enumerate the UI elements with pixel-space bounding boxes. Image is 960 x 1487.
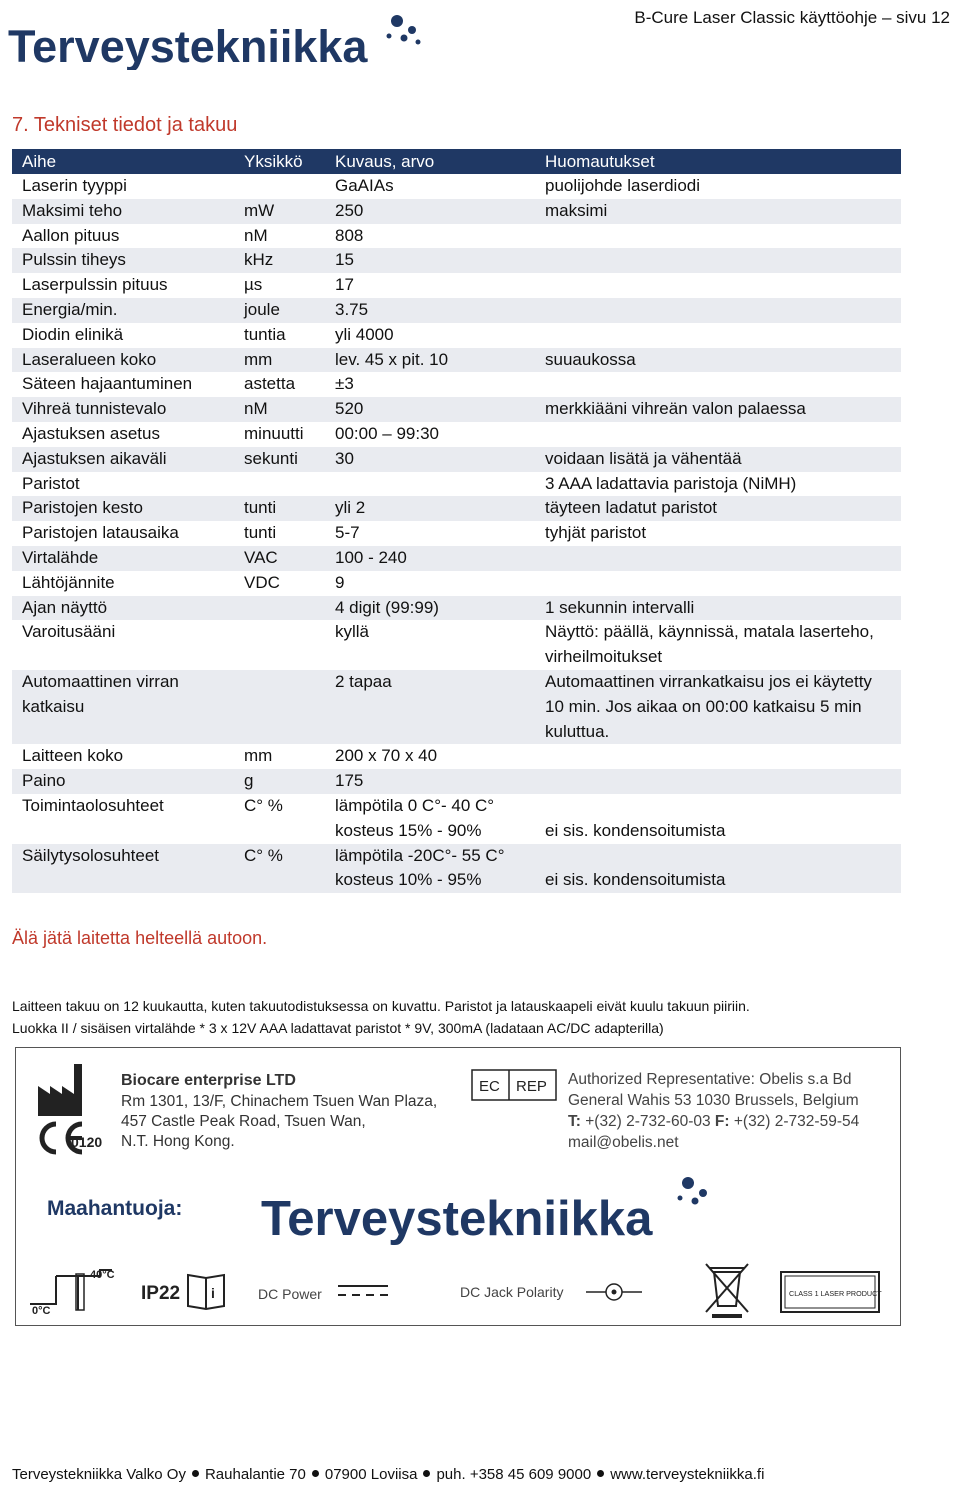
- table-cell: 808: [335, 225, 364, 245]
- table-row: [12, 397, 901, 422]
- table-cell: [325, 472, 535, 497]
- manufacturer-address-2: 457 Castle Peak Road, Tsuen Wan,: [121, 1113, 366, 1130]
- table-cell: µs: [244, 275, 263, 295]
- manufacturer-icon: [38, 1064, 82, 1116]
- table-cell: voidaan lisätä ja vähentää: [535, 447, 901, 472]
- product-label: [15, 1047, 901, 1326]
- power-class-note: Luokka II / sisäisen virtalähde * 3 x 12V AAA ladattavat paristot * 9V, 300mA (ladataan AC/DC adapterilla): [12, 1020, 664, 1036]
- spec-table-header: [12, 149, 901, 174]
- table-cell: lämpötila -20C°- 55 C° kosteus 10% - 95%: [325, 844, 535, 894]
- table-row: [12, 422, 901, 447]
- table-cell: 1 sekunnin intervalli: [535, 596, 901, 621]
- table-cell: 30: [325, 447, 535, 472]
- table-cell: puolijohde laserdiodi: [545, 176, 701, 195]
- table-cell: Laitteen koko: [22, 746, 124, 766]
- warranty-note: Laitteen takuu on 12 kuukautta, kuten takuutodistuksessa on kuvattu. Paristot ja latauskaapeli eivät kuulu takuun piiriin.: [12, 998, 750, 1014]
- dc-jack-label: DC Jack Polarity: [460, 1284, 564, 1300]
- table-cell: mm: [244, 746, 273, 766]
- table-row: [12, 348, 901, 373]
- table-cell: VAC: [234, 546, 325, 571]
- table-cell: Pulssin tiheys: [12, 248, 234, 273]
- table-cell: Säteen hajaantuminen: [22, 374, 193, 394]
- table-cell: [234, 620, 325, 670]
- table-cell: Ajan näyttö: [12, 596, 234, 621]
- weee-bin-icon: [706, 1264, 748, 1318]
- table-cell: Paristojen kesto: [12, 496, 234, 521]
- table-row: [12, 794, 901, 844]
- instructions-book-icon: [188, 1275, 224, 1309]
- importer-label: Maahantuoja:: [47, 1197, 183, 1220]
- table-row: [12, 273, 901, 298]
- table-cell: Automaattinen virran katkaisu: [12, 670, 234, 744]
- table-row: [12, 521, 901, 546]
- table-cell: Lähtöjännite: [22, 572, 115, 592]
- table-cell: kyllä: [335, 622, 370, 642]
- table-cell: Diodin elinikä: [22, 324, 124, 344]
- table-cell: Maksimi teho: [12, 199, 234, 224]
- table-cell: 200 x 70 x 40: [335, 746, 438, 766]
- table-cell: ei sis. kondensoitumista: [535, 844, 901, 894]
- laser-class-label: CLASS 1 LASER PRODUCT: [789, 1289, 882, 1298]
- terveystekniikka-logo: [8, 8, 428, 70]
- table-cell: 9: [335, 572, 345, 592]
- ec-label: EC: [479, 1078, 500, 1095]
- importer-brand: Terveystekniikka: [261, 1192, 653, 1246]
- table-cell: Paristot: [22, 473, 80, 493]
- footer-city: 07900 Loviisa: [324, 1466, 418, 1483]
- table-row: [12, 744, 901, 769]
- table-cell: 250: [325, 199, 535, 224]
- table-cell: Aallon pituus: [22, 225, 120, 245]
- table-cell: lev. 45 x pit. 10: [325, 348, 535, 373]
- table-row: [12, 372, 901, 397]
- table-cell: Virtalähde: [12, 546, 234, 571]
- bullet-icon: [423, 1470, 430, 1477]
- table-cell: 100 - 240: [325, 546, 535, 571]
- table-cell: [234, 596, 325, 621]
- manufacturer-address-1: Rm 1301, 13/F, Chinachem Tsuen Wan Plaza,: [121, 1093, 438, 1110]
- table-cell: [234, 472, 325, 497]
- table-row: [12, 199, 901, 224]
- footer-web[interactable]: www.terveystekniikka.fi: [610, 1466, 765, 1483]
- svg-text:i: i: [211, 1285, 215, 1301]
- rep-line-1: Authorized Representative: Obelis s.a Bd: [568, 1071, 852, 1088]
- table-cell: [535, 769, 901, 794]
- table-cell: Energia/min.: [12, 298, 234, 323]
- table-cell: kHz: [234, 248, 325, 273]
- table-cell: [234, 174, 325, 199]
- table-cell: sekunti: [234, 447, 325, 472]
- table-cell: täyteen ladatut paristot: [535, 496, 901, 521]
- table-row: [12, 174, 901, 199]
- table-cell: ei sis. kondensoitumista: [545, 820, 726, 840]
- table-cell: yli 4000: [335, 324, 394, 344]
- table-cell: Paristojen latausaika: [22, 523, 179, 543]
- table-cell: [535, 422, 901, 447]
- table-cell: GaAIAs: [335, 176, 394, 195]
- col-header-kuvaus: Kuvaus, arvo: [325, 149, 535, 174]
- table-row: [12, 248, 901, 273]
- table-cell: 175: [325, 769, 535, 794]
- table-row: [12, 224, 901, 249]
- table-cell: 3 AAA ladattavia paristoja (NiMH): [545, 473, 797, 493]
- spec-table-body: [12, 174, 901, 893]
- dc-power-label: DC Power: [258, 1286, 322, 1302]
- manufacturer-name: Biocare enterprise LTD: [121, 1072, 296, 1089]
- table-cell: [535, 224, 901, 249]
- table-cell: 2 tapaa: [325, 670, 535, 744]
- table-row: [12, 670, 901, 744]
- table-cell: Varoitusääni: [22, 622, 116, 642]
- table-cell: ±3: [335, 374, 354, 394]
- table-cell: Toimintaolosuhteet: [22, 795, 164, 815]
- table-row: [12, 472, 901, 497]
- table-cell: merkkiääni vihreän valon palaessa: [535, 397, 901, 422]
- table-cell: Laserin tyyppi: [22, 176, 127, 195]
- rep-label: REP: [516, 1078, 547, 1095]
- table-cell: nM: [234, 397, 325, 422]
- table-row: [12, 298, 901, 323]
- table-cell: [234, 670, 325, 744]
- table-row: [12, 447, 901, 472]
- col-header-yksikko: Yksikkö: [234, 149, 325, 174]
- table-cell: Laserpulssin pituus: [22, 275, 168, 295]
- rep-line-2: General Wahis 53 1030 Brussels, Belgium: [568, 1092, 859, 1109]
- table-row: [12, 323, 901, 348]
- page-footer: [12, 1466, 764, 1483]
- jack-polarity-icon: [586, 1284, 642, 1300]
- warning-text: Älä jätä laitetta helteellä autoon.: [12, 928, 268, 948]
- table-cell: Laseralueen koko: [12, 348, 234, 373]
- table-cell: 5-7: [335, 523, 360, 543]
- table-cell: [535, 571, 901, 596]
- bullet-icon: [597, 1470, 604, 1477]
- table-cell: Automaattinen virrankatkaisu jos ei käytetty 10 min. Jos aikaa on 00:00 katkaisu 5 min kuluttua.: [535, 670, 901, 744]
- svg-text:Terveystekniikka: Terveystekniikka: [8, 21, 368, 70]
- ip-rating: IP22: [141, 1283, 181, 1304]
- table-cell: mm: [234, 348, 325, 373]
- table-row: [12, 546, 901, 571]
- rep-line-4: mail@obelis.net: [568, 1134, 679, 1151]
- table-row: [12, 769, 901, 794]
- table-cell: maksimi: [535, 199, 901, 224]
- table-cell: g: [234, 769, 325, 794]
- table-cell: mW: [234, 199, 325, 224]
- table-cell: 15: [325, 248, 535, 273]
- document-title: B-Cure Laser Classic käyttöohje – sivu 12: [634, 8, 950, 27]
- table-row: [12, 620, 901, 670]
- table-row: [12, 844, 901, 894]
- table-cell: Vihreä tunnistevalo: [12, 397, 234, 422]
- product-label-graphic: [16, 1048, 900, 1325]
- footer-company: Terveystekniikka Valko Oy: [12, 1466, 186, 1483]
- table-cell: Säilytysolosuhteet: [12, 844, 234, 894]
- table-cell: tuntia: [244, 324, 286, 344]
- col-header-huomautukset: Huomautukset: [535, 149, 901, 174]
- table-row: [12, 496, 901, 521]
- spec-table: [12, 149, 901, 893]
- table-cell: tyhjät paristot: [545, 523, 647, 543]
- table-cell: 00:00 – 99:30: [335, 423, 439, 443]
- table-cell: Näyttö: päällä, käynnissä, matala laserteho, virheilmoitukset: [545, 622, 874, 667]
- warranty-notes: [12, 995, 750, 1039]
- table-cell: astetta: [244, 374, 296, 394]
- bullet-icon: [312, 1470, 319, 1477]
- table-cell: [535, 744, 901, 769]
- rep-line-3: T: +(32) 2-732-60-03 F: +(32) 2-732-59-54: [568, 1113, 860, 1130]
- table-cell: suuaukossa: [535, 348, 901, 373]
- table-cell: 4 digit (99:99): [325, 596, 535, 621]
- temp-low: 0°C: [32, 1305, 51, 1317]
- manufacturer-address-3: N.T. Hong Kong.: [121, 1133, 235, 1150]
- table-cell: VDC: [244, 572, 280, 592]
- table-cell: C° %: [244, 795, 283, 815]
- table-cell: 17: [335, 275, 354, 295]
- table-row: [12, 596, 901, 621]
- bullet-icon: [192, 1470, 199, 1477]
- table-cell: minuutti: [244, 423, 304, 443]
- table-cell: [535, 372, 901, 397]
- table-cell: Ajastuksen aikaväli: [12, 447, 234, 472]
- table-cell: [535, 298, 901, 323]
- footer-address: Rauhalantie 70: [204, 1466, 306, 1483]
- table-cell: tunti: [244, 523, 277, 543]
- table-row: [12, 571, 901, 596]
- ce-number: 0120: [71, 1134, 103, 1150]
- table-cell: Ajastuksen asetus: [22, 423, 160, 443]
- table-cell: nM: [244, 225, 268, 245]
- table-cell: [535, 546, 901, 571]
- table-cell: Paino: [12, 769, 234, 794]
- table-cell: yli 2: [325, 496, 535, 521]
- table-cell: lämpötila 0 C°- 40 C° kosteus 15% - 90%: [335, 795, 495, 840]
- table-cell: 520: [325, 397, 535, 422]
- table-cell: [535, 323, 901, 348]
- table-cell: C° %: [234, 844, 325, 894]
- dc-power-icon: [338, 1286, 388, 1295]
- col-header-aihe: Aihe: [12, 149, 234, 174]
- footer-phone: puh. +358 45 609 9000: [436, 1466, 592, 1483]
- table-cell: joule: [234, 298, 325, 323]
- temp-high: 40°C: [90, 1269, 115, 1281]
- table-cell: tunti: [234, 496, 325, 521]
- table-cell: [535, 273, 901, 298]
- table-cell: [535, 248, 901, 273]
- section-title: 7. Tekniset tiedot ja takuu: [12, 114, 238, 136]
- table-cell: 3.75: [325, 298, 535, 323]
